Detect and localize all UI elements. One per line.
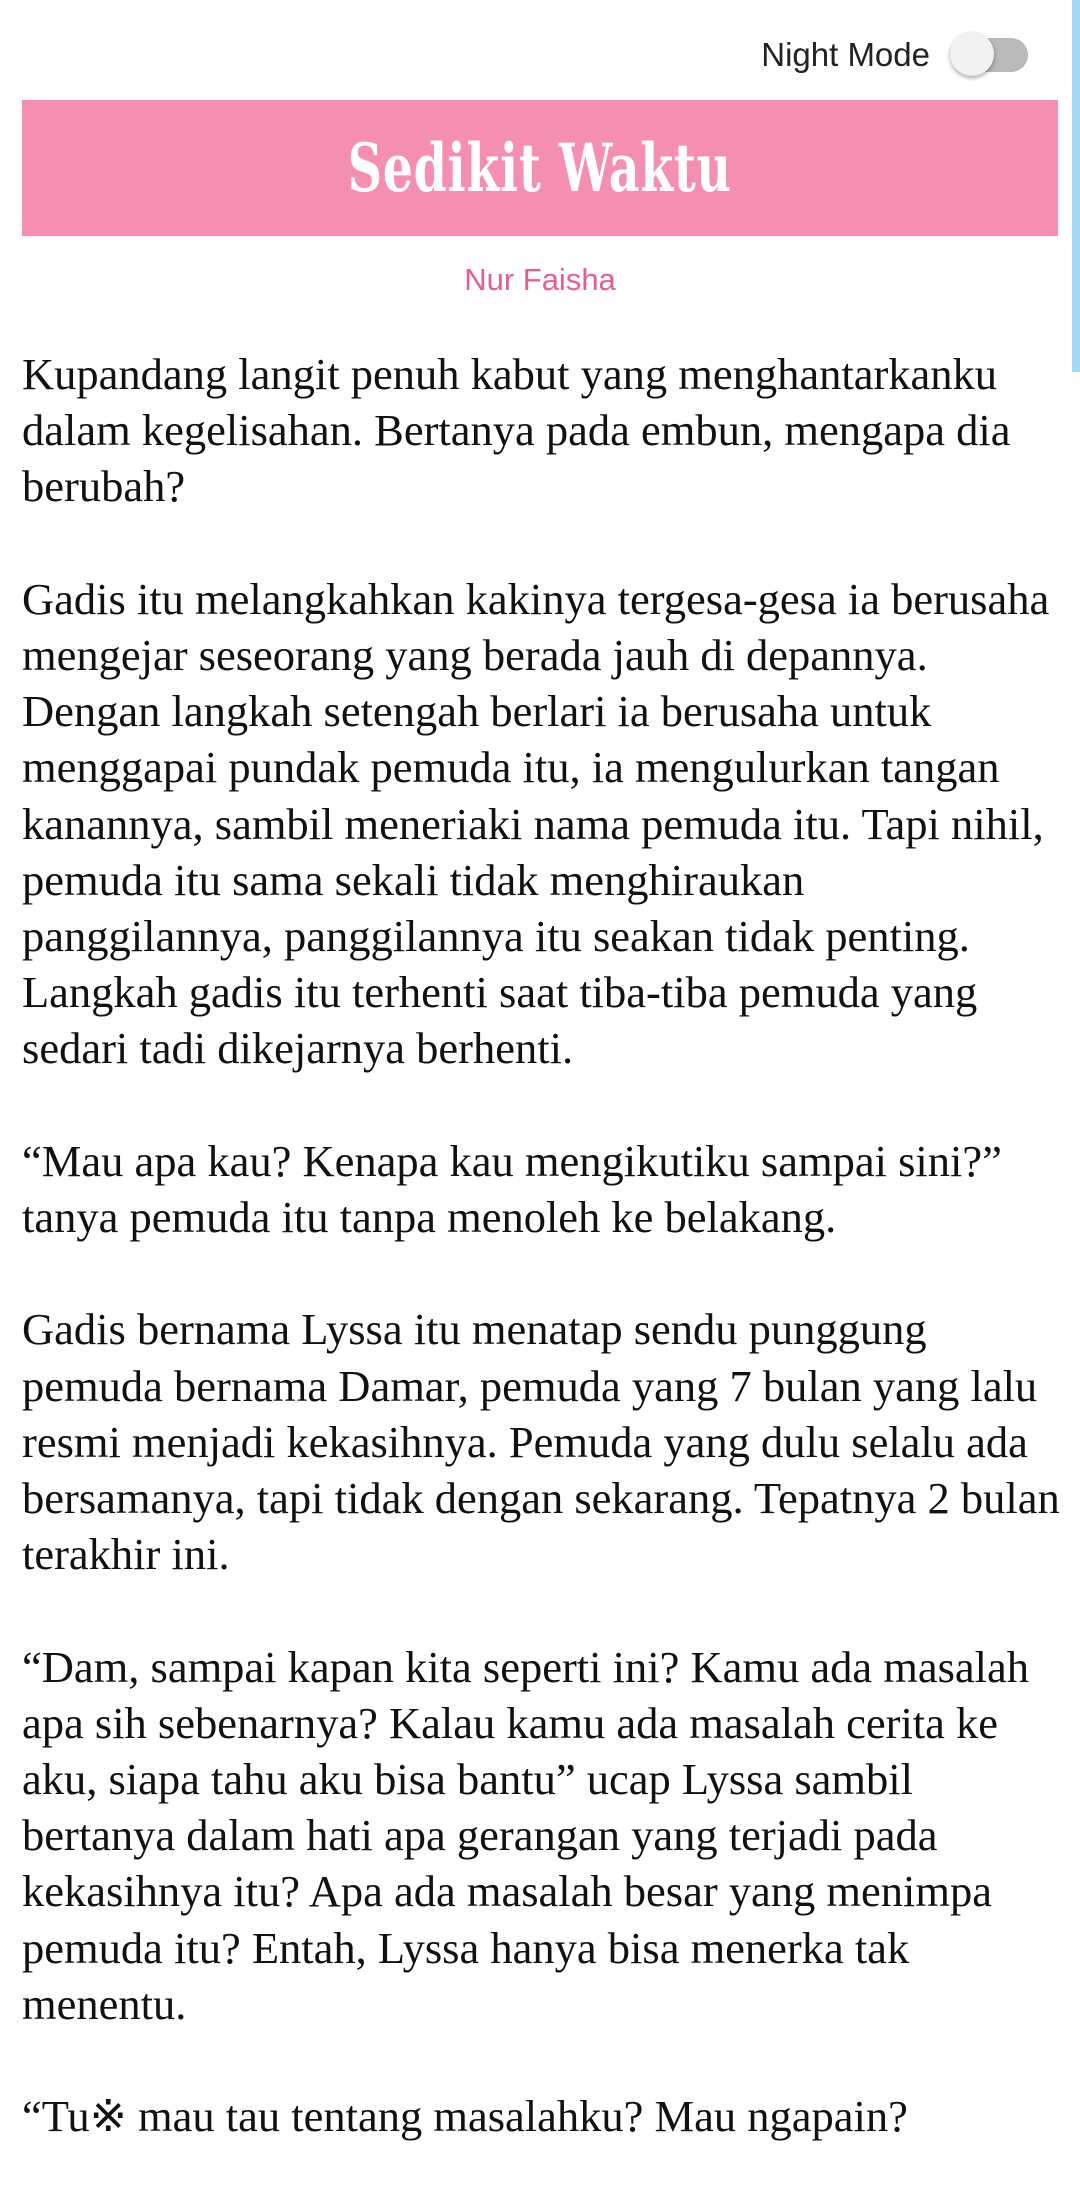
- story-paragraph: “Dam, sampai kapan kita seperti ini? Kamu ada masalah apa sih sebenarnya? Kalau kamu ada masalah cerita ke aku, siapa tahu aku bisa bantu” ucap Lyssa sambil bertanya dalam hati apa gerangan yang terjadi pada kekasihnya itu? Apa ada masalah besar yang menimpa pemuda itu? Entah, Lyssa hanya bisa menerka tak menentu.: [22, 1641, 1030, 2029]
- toggle-thumb: [950, 32, 994, 76]
- night-mode-toggle[interactable]: [950, 36, 1028, 74]
- story-paragraph: “Mau apa kau? Kenapa kau mengikutiku sampai sini?” tanya pemuda itu tanpa menoleh ke belakang.: [22, 1135, 1002, 1243]
- story-paragraph: Gadis bernama Lyssa itu menatap sendu punggung pemuda bernama Damar, pemuda yang 7 bulan yang lalu resmi menjadi kekasihnya. Pemuda yang dulu selalu ada bersamanya, tapi tidak dengan sekarang. Tepatnya 2 bulan terakhir ini.: [22, 1304, 1060, 1580]
- night-mode-label: Night Mode: [761, 36, 930, 73]
- story-paragraph: Gadis itu melangkahkan kakinya tergesa-gesa ia berusaha mengejar seseorang yang berada jauh di depannya. Dengan langkah setengah berlari ia berusaha untuk menggapai pundak pemuda itu, ia mengulurkan tangan kanannya, sambil meneriaki nama pemuda itu. Tapi nihil, pemuda itu sama sekali tidak menghiraukan panggilannya, panggilannya itu seakan tidak penting. Langkah gadis itu terhenti saat tiba-tiba pemuda yang sedari tadi dikejarnya berhenti.: [22, 573, 1050, 1074]
- top-bar: [0, 0, 1080, 100]
- story-title: Sedikit Waktu: [347, 129, 733, 207]
- story-body: [22, 346, 1062, 2201]
- title-banner: [22, 100, 1058, 236]
- story-paragraph: “Tu※ mau tau tentang masalahku? Mau ngapain?: [22, 2091, 908, 2142]
- scroll-indicator[interactable]: [1072, 0, 1080, 372]
- story-paragraph: Kupandang langit penuh kabut yang menghantarkanku dalam kegelisahan. Bertanya pada embun, mengapa dia berubah?: [22, 349, 1011, 512]
- story-author: Nur Faisha: [464, 262, 616, 297]
